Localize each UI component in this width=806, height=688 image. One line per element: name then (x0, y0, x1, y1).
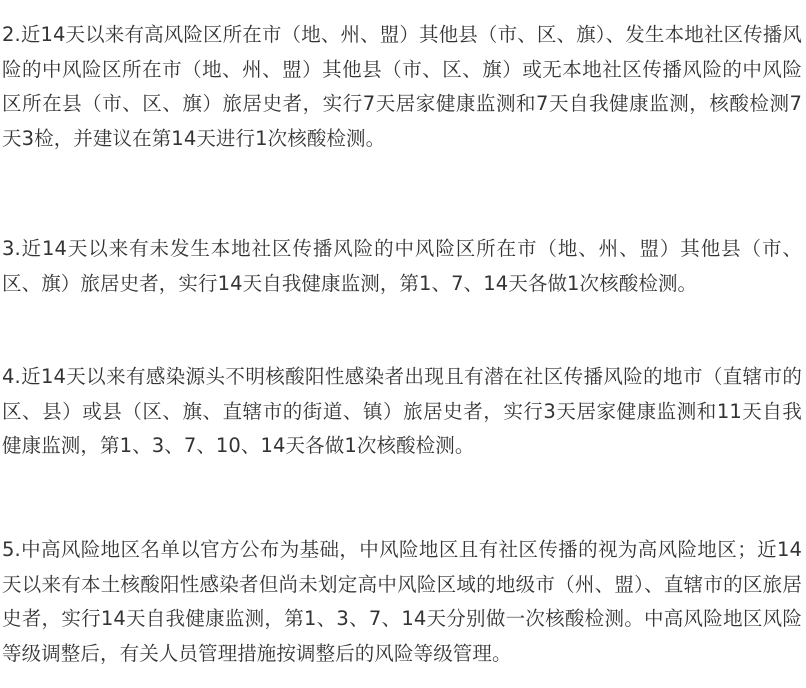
paragraph-item-5: 5.中高风险地区名单以官方公布为基础，中风险地区且有社区传播的视为高风险地区；近14天以来有本土核酸阳性感染者但尚未划定高中风险区域的地级市（州、盟）、直辖市的区旅居史者，实行14天自我健康监测，第1、3、7、14天分别做一次核酸检测。中高风险地区风险等级调整后，有关人员管理措施按调整后的风险等级管理。 (2, 538, 802, 665)
paragraph-item-4: 4.近14天以来有感染源头不明核酸阳性感染者出现且有潜在社区传播风险的地市（直辖市的区、县）或县（区、旗、直辖市的街道、镇）旅居史者，实行3天居家健康监测和11天自我健康监测，第1、3、7、10、14天各做1次核酸检测。 (2, 365, 802, 457)
paragraph-item-2: 2.近14天以来有高风险区所在市（地、州、盟）其他县（市、区、旗）、发生本地社区传播风险的中风险区所在市（地、州、盟）其他县（市、区、旗）或无本地社区传播风险的中风险区所在县（市、区、旗）旅居史者，实行7天居家健康监测和7天自我健康监测，核酸检测7天3检，并建议在第14天进行1次核酸检测。 (2, 23, 802, 150)
paragraph-item-3: 3.近14天以来有未发生本地社区传播风险的中风险区所在市（地、州、盟）其他县（市、区、旗）旅居史者，实行14天自我健康监测，第1、7、14天各做1次核酸检测。 (2, 237, 802, 295)
